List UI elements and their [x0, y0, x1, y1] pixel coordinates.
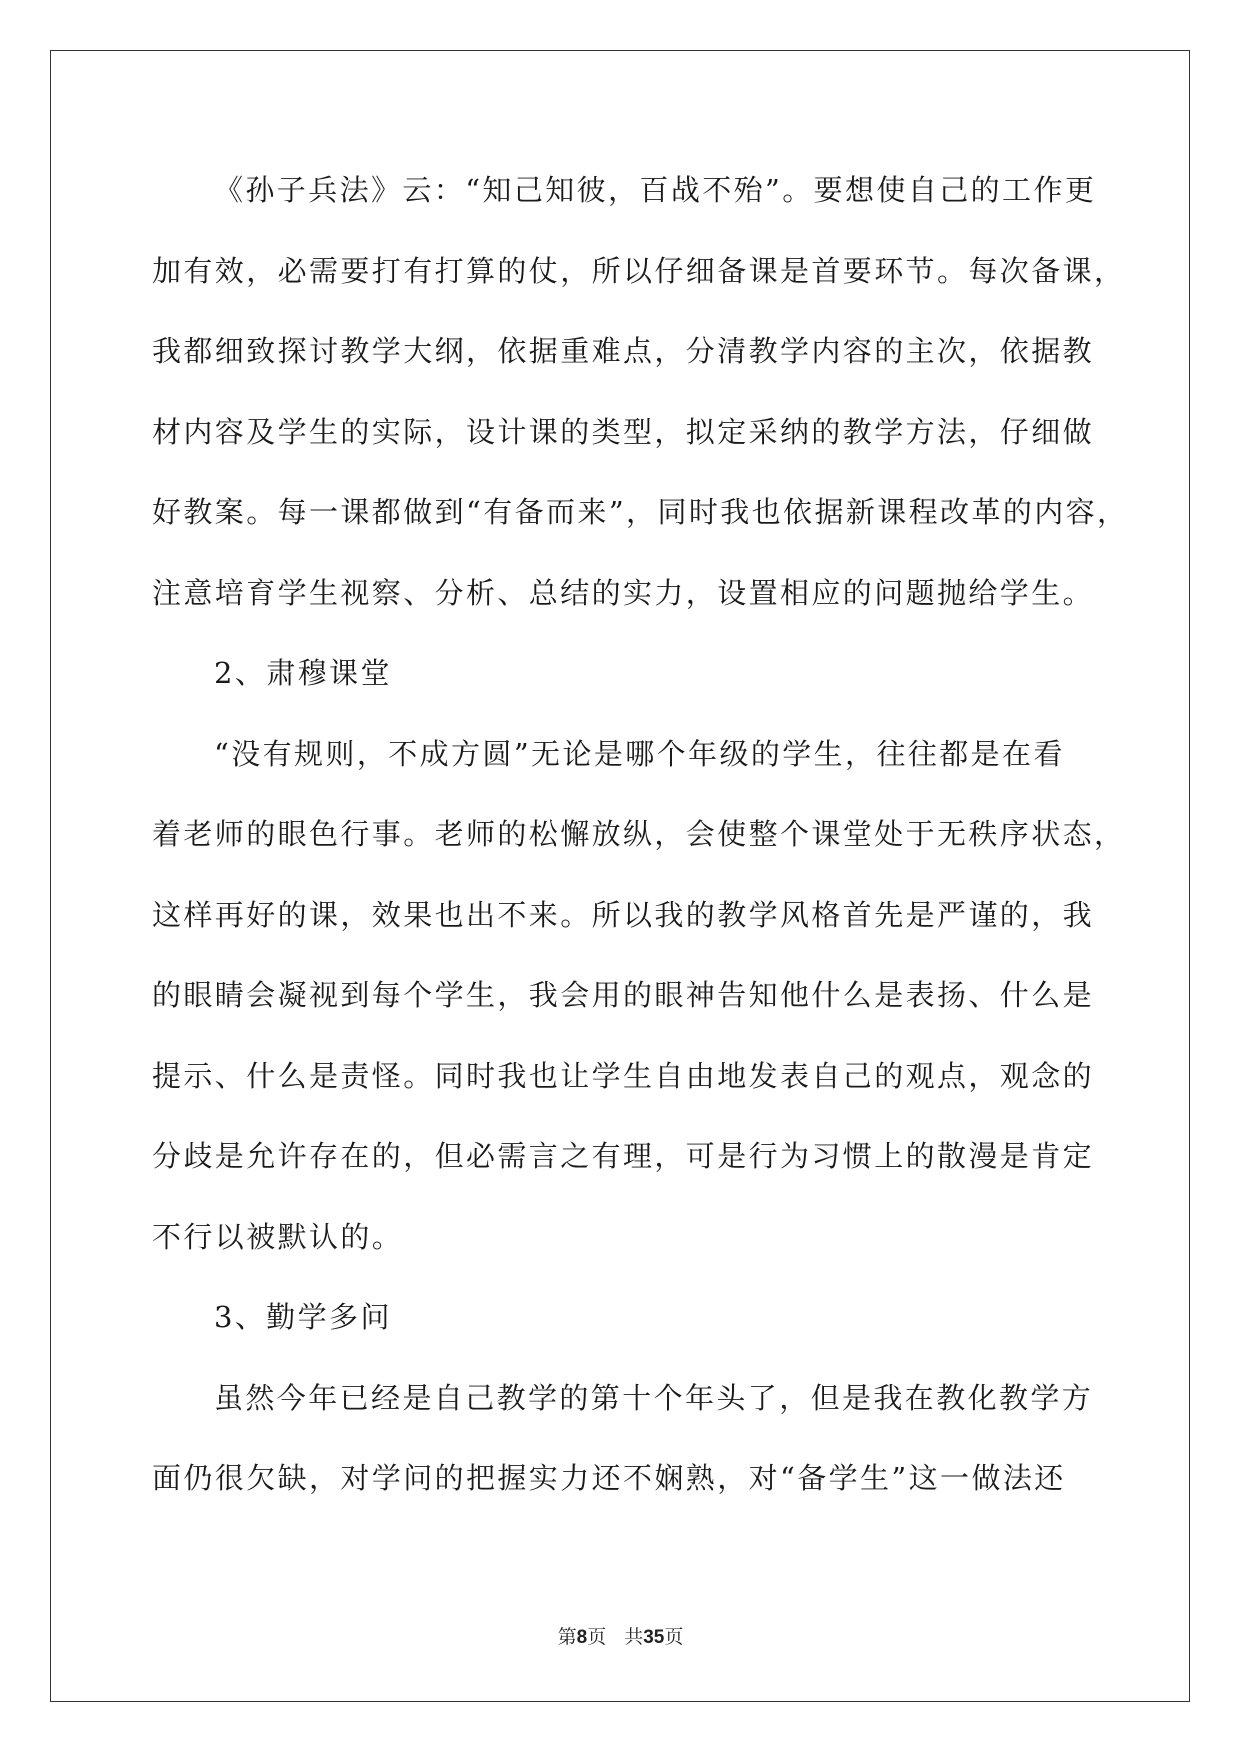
paragraph-line: 注意培育学生视察、分析、总结的实力，设置相应的问题抛给学生。 [152, 575, 1095, 610]
page-suffix: 页 [587, 1626, 607, 1648]
paragraph-line: 《孙子兵法》云：“知己知彼，百战不殆”。要想使自己的工作更 [214, 173, 1097, 207]
page-footer [0, 1622, 1241, 1649]
paragraph-line: 这样再好的课，效果也出不来。所以我的教学风格首先是严谨的，我 [152, 897, 1095, 932]
paragraph-line: 我都细致探讨教学大纲，依据重难点，分清教学内容的主次，依据教 [152, 334, 1095, 368]
paragraph-line: 加有效，必需要打有打算的仗，所以仔细备课是首要环节。每次备课， [152, 253, 1126, 288]
paragraph-line: 着老师的眼色行事。老师的松懈放纵，会使整个课堂处于无秩序状态， [152, 817, 1126, 851]
paragraph-line: 提示、什么是责怪。同时我也让学生自由地发表自己的观点，观念的 [152, 1058, 1095, 1093]
total-pages: 35 [643, 1627, 665, 1648]
paragraph-line: 好教案。每一课都做到“有备而来”，同时我也依据新课程改革的内容， [152, 495, 1129, 529]
paragraph-line: 的眼睛会凝视到每个学生，我会用的眼神告知他什么是表扬、什么是 [152, 978, 1095, 1012]
document-body [152, 162, 1129, 1531]
section-heading: 2、肃穆课堂 [214, 656, 392, 690]
page-number: 8 [576, 1627, 588, 1648]
page-prefix: 第 [557, 1626, 577, 1648]
section-heading: 3、勤学多问 [214, 1300, 392, 1334]
paragraph-line: 虽然今年已经是自己教学的第十个年头了，但是我在教化教学方 [214, 1380, 1094, 1415]
paragraph-line: 面仍很欠缺，对学问的把握实力还不娴熟，对“备学生”这一做法还 [152, 1461, 1066, 1495]
paragraph-line: 分歧是允许存在的，但必需言之有理，可是行为习惯上的散漫是肯定 [152, 1139, 1095, 1173]
paragraph-line: “没有规则，不成方圆”无论是哪个年级的学生，往往都是在看 [214, 736, 1065, 771]
total-suffix: 页 [664, 1626, 684, 1648]
total-prefix: 共 [624, 1626, 644, 1648]
paragraph-line: 不行以被默认的。 [152, 1219, 404, 1254]
paragraph-line: 材内容及学生的实际，设计课的类型，拟定采纳的教学方法，仔细做 [152, 414, 1095, 449]
